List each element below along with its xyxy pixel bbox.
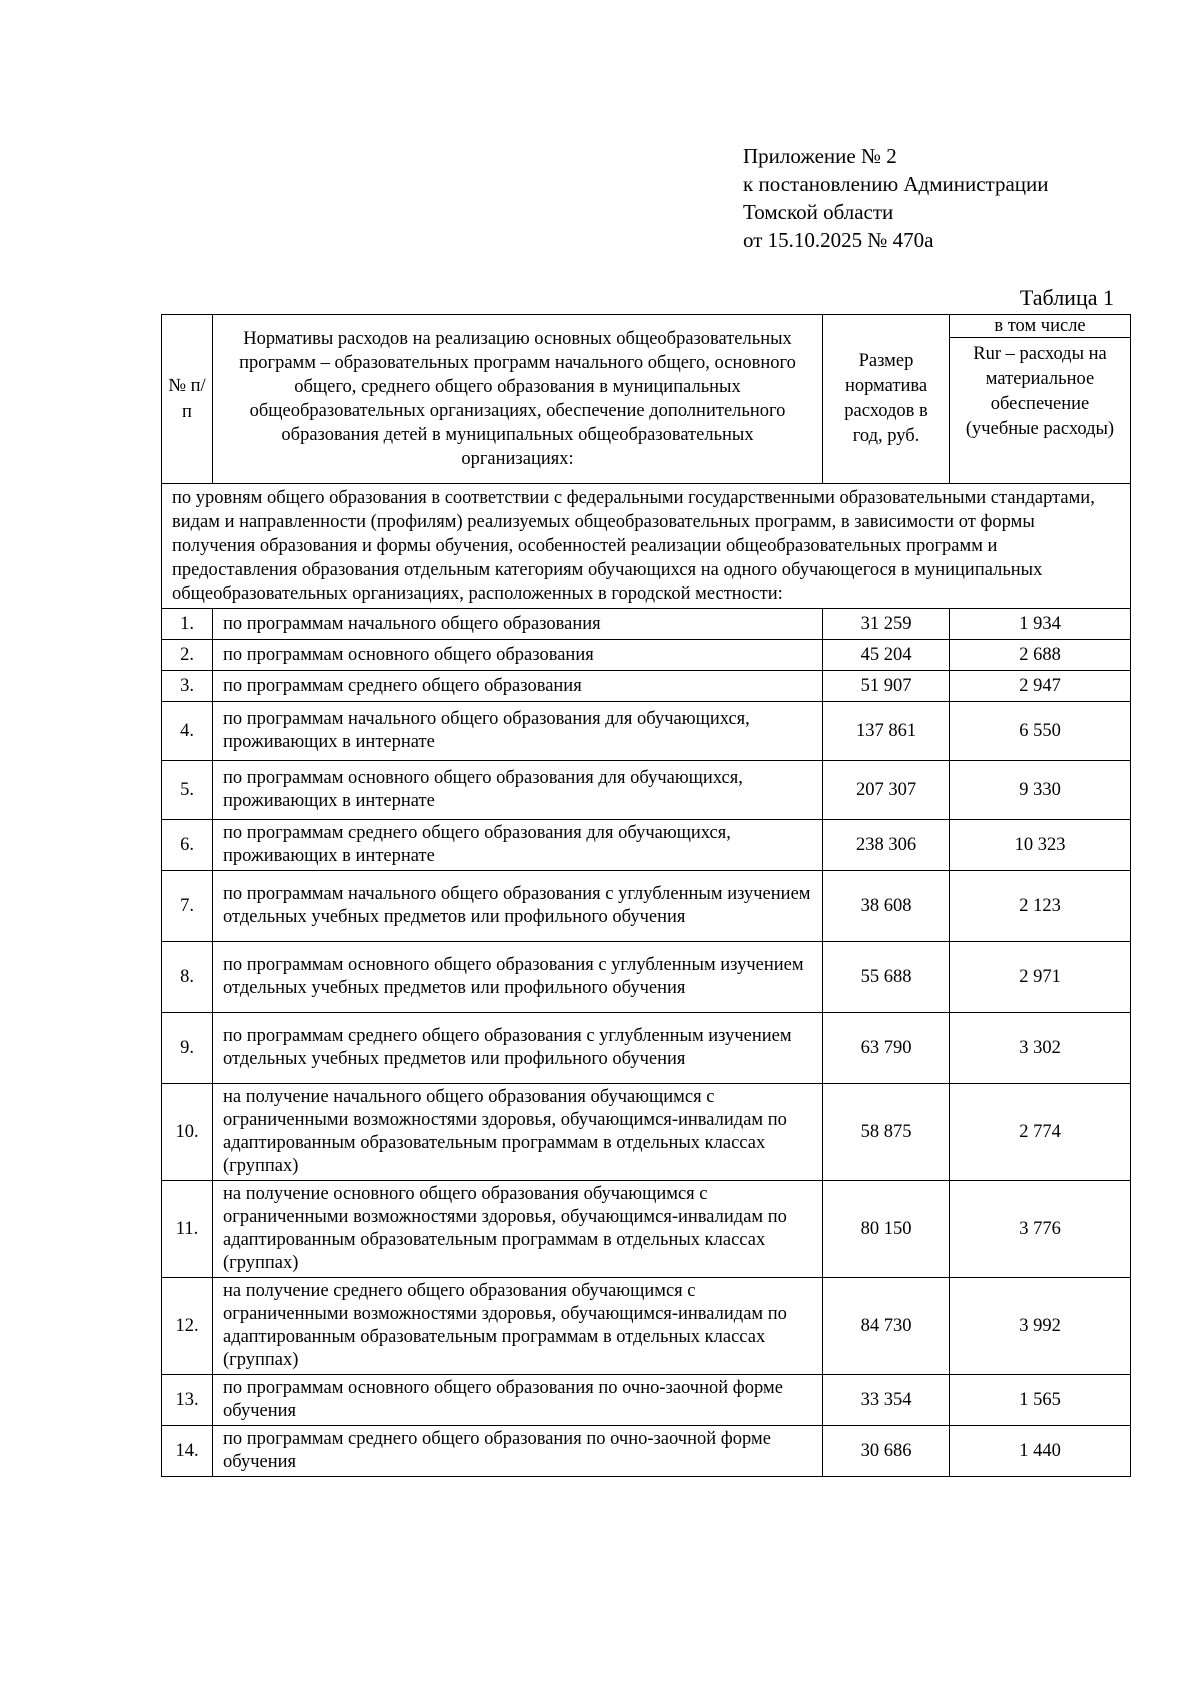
row-program-name: по программам начального общего образования — [213, 609, 823, 640]
row-program-name: по программам начального общего образования с углубленным изучением отдельных учебных предметов или профильного обучения — [213, 871, 823, 942]
row-number: 13. — [162, 1375, 213, 1426]
row-number: 14. — [162, 1426, 213, 1477]
row-norm-value: 33 354 — [823, 1375, 950, 1426]
col-header-group: в том числе — [950, 315, 1131, 338]
row-program-name: по программам основного общего образования для обучающихся, проживающих в интернате — [213, 761, 823, 820]
row-number: 12. — [162, 1278, 213, 1375]
date-number-line: от 15.10.2025 № 470а — [743, 228, 934, 252]
table-row — [162, 820, 1131, 871]
row-norm-value: 31 259 — [823, 609, 950, 640]
row-rur-value: 1 440 — [950, 1426, 1131, 1477]
row-norm-value: 45 204 — [823, 640, 950, 671]
row-norm-value: 38 608 — [823, 871, 950, 942]
row-number: 10. — [162, 1084, 213, 1181]
col-header-name: Нормативы расходов на реализацию основных общеобразовательных программ – образовательных программ начального общего, основного общего, среднего общего образования в муниципальных общеобразовательных организациях, обеспечение дополнительного образования детей в муниципальных общеобразовательных организациях: — [213, 315, 823, 484]
row-rur-value: 2 688 — [950, 640, 1131, 671]
table-row — [162, 1084, 1131, 1181]
row-norm-value: 51 907 — [823, 671, 950, 702]
row-program-name: по программам среднего общего образования с углубленным изучением отдельных учебных предметов или профильного обучения — [213, 1013, 823, 1084]
row-rur-value: 9 330 — [950, 761, 1131, 820]
col-header-rur: Rur – расходы на материальное обеспечение (учебные расходы) — [950, 338, 1131, 484]
row-rur-value: 2 774 — [950, 1084, 1131, 1181]
row-norm-value: 84 730 — [823, 1278, 950, 1375]
row-number: 7. — [162, 871, 213, 942]
row-rur-value: 6 550 — [950, 702, 1131, 761]
table-row — [162, 871, 1131, 942]
table-row — [162, 761, 1131, 820]
row-rur-value: 3 302 — [950, 1013, 1131, 1084]
row-program-name: на получение среднего общего образования обучающимся с ограниченными возможностями здоровья, обучающимся-инвалидам по адаптированным образовательным программам в отдельных классах (группах) — [213, 1278, 823, 1375]
row-program-name: на получение основного общего образования обучающимся с ограниченными возможностями здоровья, обучающимся-инвалидам по адаптированным образовательным программам в отдельных классах (группах) — [213, 1181, 823, 1278]
row-number: 4. — [162, 702, 213, 761]
row-norm-value: 207 307 — [823, 761, 950, 820]
table-row — [162, 1278, 1131, 1375]
row-program-name: по программам среднего общего образования — [213, 671, 823, 702]
row-program-name: по программам начального общего образования для обучающихся, проживающих в интернате — [213, 702, 823, 761]
row-program-name: по программам среднего общего образования по очно-заочной форме обучения — [213, 1426, 823, 1477]
table-row — [162, 1013, 1131, 1084]
table-row — [162, 640, 1131, 671]
row-rur-value: 2 971 — [950, 942, 1131, 1013]
table-row — [162, 609, 1131, 640]
table-row — [162, 1375, 1131, 1426]
row-rur-value: 2 947 — [950, 671, 1131, 702]
row-norm-value: 80 150 — [823, 1181, 950, 1278]
table-caption: Таблица 1 — [1019, 285, 1114, 310]
section-description: по уровням общего образования в соответствии с федеральными государственными образовательными стандартами, видам и направленности (профилям) реализуемых общеобразовательных программ, в зависимости от формы получения образования и формы обучения, особенностей реализации общеобразовательных программ и предоставления образования отдельным категориям обучающихся на одного обучающегося в муниципальных общеобразовательных организациях, расположенных в городской местности: — [162, 484, 1131, 609]
row-program-name: по программам основного общего образования по очно-заочной форме обучения — [213, 1375, 823, 1426]
row-number: 6. — [162, 820, 213, 871]
row-norm-value: 58 875 — [823, 1084, 950, 1181]
row-rur-value: 3 992 — [950, 1278, 1131, 1375]
row-norm-value: 55 688 — [823, 942, 950, 1013]
row-program-name: на получение начального общего образования обучающимся с ограниченными возможностями здоровья, обучающимся-инвалидам по адаптированным образовательным программам в отдельных классах (группах) — [213, 1084, 823, 1181]
table-row — [162, 702, 1131, 761]
table-row — [162, 1181, 1131, 1278]
row-number: 9. — [162, 1013, 213, 1084]
norms-table — [161, 314, 1131, 1477]
appendix-line: Приложение № 2 — [743, 144, 897, 168]
row-program-name: по программам основного общего образования с углубленным изучением отдельных учебных предметов или профильного обучения — [213, 942, 823, 1013]
row-norm-value: 30 686 — [823, 1426, 950, 1477]
row-program-name: по программам основного общего образования — [213, 640, 823, 671]
table-row — [162, 1426, 1131, 1477]
row-program-name: по программам среднего общего образования для обучающихся, проживающих в интернате — [213, 820, 823, 871]
row-number: 8. — [162, 942, 213, 1013]
region-line: Томской области — [743, 200, 894, 224]
col-header-norm: Размер норматива расходов в год, руб. — [823, 315, 950, 484]
resolution-line: к постановлению Администрации — [743, 172, 1049, 196]
row-rur-value: 10 323 — [950, 820, 1131, 871]
table-row — [162, 671, 1131, 702]
row-number: 3. — [162, 671, 213, 702]
row-norm-value: 63 790 — [823, 1013, 950, 1084]
row-number: 1. — [162, 609, 213, 640]
row-rur-value: 1 565 — [950, 1375, 1131, 1426]
row-rur-value: 3 776 — [950, 1181, 1131, 1278]
row-number: 11. — [162, 1181, 213, 1278]
row-number: 5. — [162, 761, 213, 820]
row-rur-value: 2 123 — [950, 871, 1131, 942]
row-rur-value: 1 934 — [950, 609, 1131, 640]
row-norm-value: 238 306 — [823, 820, 950, 871]
row-norm-value: 137 861 — [823, 702, 950, 761]
col-header-num: № п/п — [162, 315, 213, 484]
row-number: 2. — [162, 640, 213, 671]
table-row — [162, 942, 1131, 1013]
appendix-header — [743, 142, 1049, 254]
